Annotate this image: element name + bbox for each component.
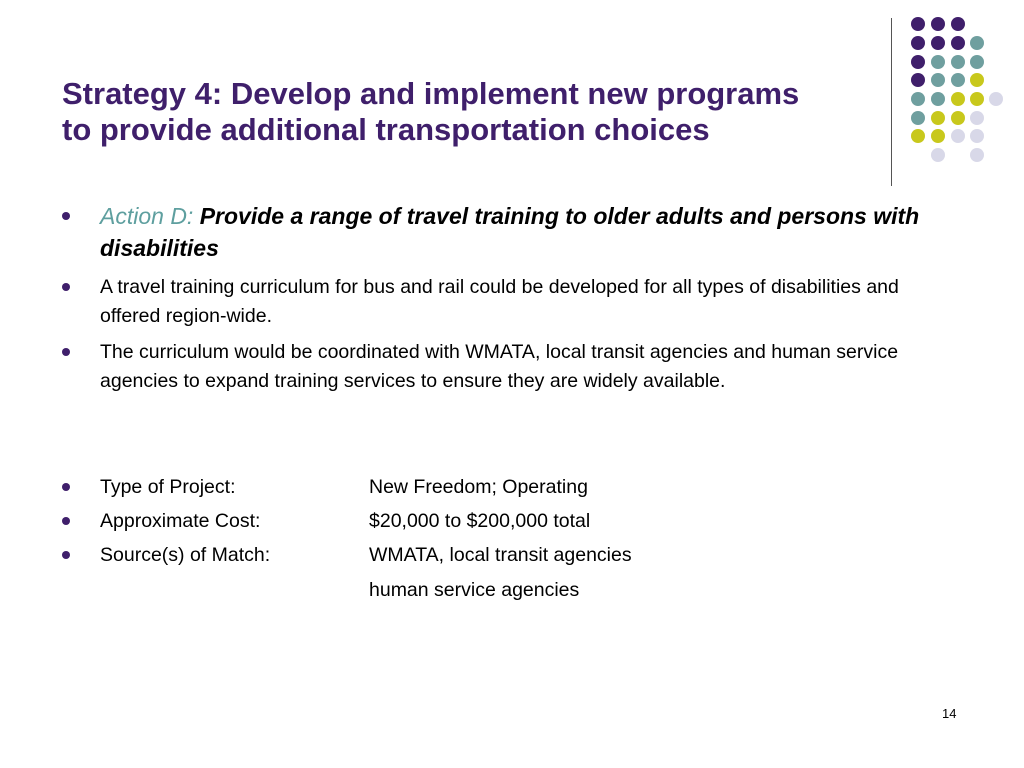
detail-key: Source(s) of Match: <box>100 544 271 566</box>
bullet-marker <box>62 517 70 525</box>
detail-value: New Freedom; Operating <box>369 476 588 498</box>
dot <box>931 92 945 106</box>
dot <box>931 73 945 87</box>
bullet-marker <box>62 348 70 356</box>
decorative-divider <box>891 18 892 186</box>
bullet-marker <box>62 483 70 491</box>
dot <box>970 111 984 125</box>
page-number: 14 <box>942 706 957 721</box>
dot <box>931 36 945 50</box>
bullet-marker <box>62 551 70 559</box>
dot <box>931 17 945 31</box>
dot <box>970 36 984 50</box>
action-description: Provide a range of travel training to older adults and persons with disabilities <box>100 203 920 261</box>
title-line-1: Strategy 4: Develop and implement new programs <box>62 76 800 111</box>
action-text <box>100 200 960 264</box>
detail-value: $20,000 to $200,000 total <box>369 510 591 532</box>
dot <box>989 92 1003 106</box>
dot <box>951 36 965 50</box>
detail-key: Type of Project: <box>100 476 236 498</box>
dot <box>970 129 984 143</box>
dot <box>911 36 925 50</box>
slide-title <box>62 76 892 148</box>
body-text: The curriculum would be coordinated with WMATA, local transit agencies and human service agencies to expand training services to ensure they are widely available. <box>100 341 899 392</box>
dot <box>951 73 965 87</box>
dot <box>951 111 965 125</box>
bullet-marker <box>62 212 70 220</box>
dot <box>951 55 965 69</box>
dot <box>951 129 965 143</box>
dot <box>970 73 984 87</box>
dot <box>911 129 925 143</box>
dot <box>931 129 945 143</box>
dot <box>931 148 945 162</box>
dot <box>911 111 925 125</box>
dot <box>911 55 925 69</box>
dot <box>911 17 925 31</box>
dot <box>970 92 984 106</box>
detail-key: Approximate Cost: <box>100 510 261 532</box>
body-text: A travel training curriculum for bus and rail could be developed for all types of disabilities and offered region-wide. <box>100 276 899 327</box>
dot <box>911 92 925 106</box>
detail-value: WMATA, local transit agencies <box>369 544 632 566</box>
dot <box>951 92 965 106</box>
dot <box>970 148 984 162</box>
dot <box>911 73 925 87</box>
dot <box>970 55 984 69</box>
dot <box>931 111 945 125</box>
dot <box>931 55 945 69</box>
dot <box>951 17 965 31</box>
action-label: Action D: <box>100 203 194 229</box>
detail-value-continuation: human service agencies <box>369 579 580 601</box>
bullet-marker <box>62 283 70 291</box>
title-line-2: to provide additional transportation choices <box>62 112 710 147</box>
